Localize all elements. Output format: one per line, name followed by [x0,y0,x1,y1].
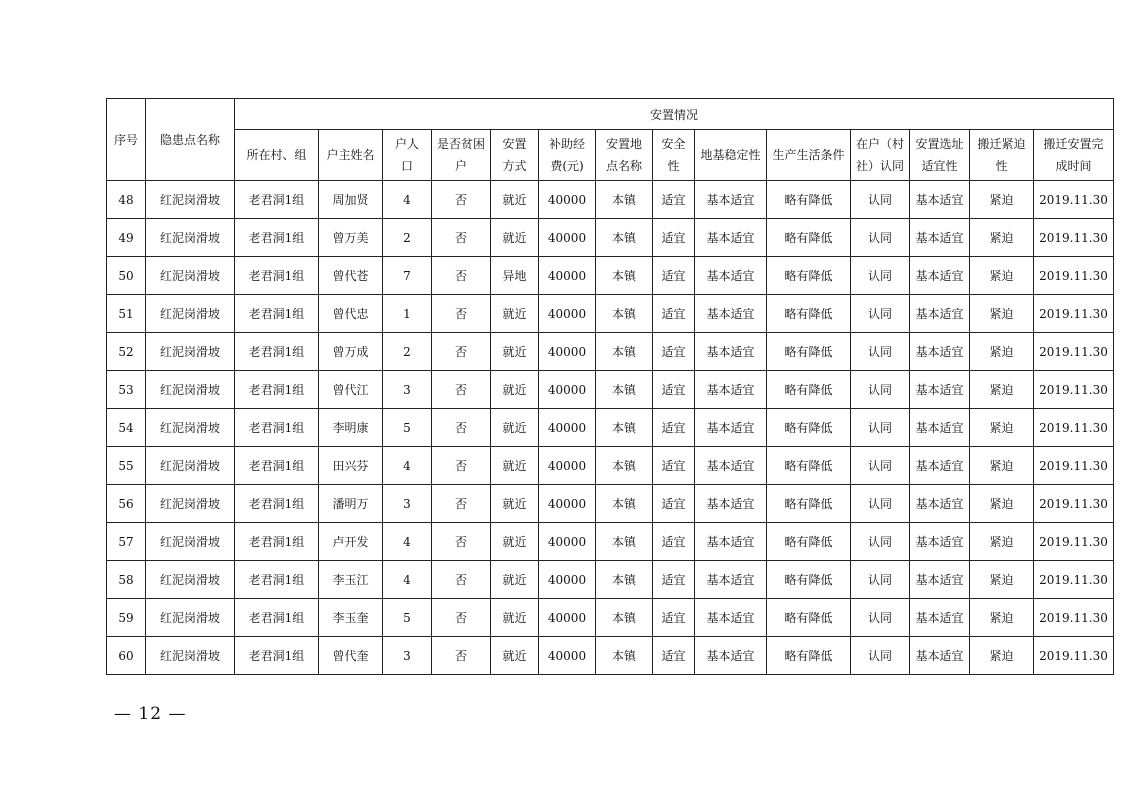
header-foundation-line: 地基稳定性 [700,148,761,162]
cell-foundation: 基本适宜 [695,485,767,523]
cell-method: 就近 [491,485,539,523]
header-village-line: 所在村、组 [246,148,307,162]
header-completion-line: 搬迁安置完 [1043,137,1104,151]
cell-living: 略有降低 [767,637,851,675]
cell-suitability: 基本适宜 [910,447,970,485]
cell-seq: 60 [107,637,146,675]
header-safety [653,130,695,181]
cell-approval: 认同 [851,333,910,371]
header-safety-line: 性 [667,159,680,173]
cell-site: 本镇 [596,637,653,675]
cell-completion: 2019.11.30 [1034,295,1114,333]
header-subsidy [539,130,596,181]
cell-poor: 否 [432,333,491,371]
cell-approval: 认同 [851,523,910,561]
cell-persons: 2 [383,333,432,371]
cell-site: 本镇 [596,181,653,219]
cell-persons: 5 [383,409,432,447]
cell-persons: 3 [383,485,432,523]
cell-seq: 50 [107,257,146,295]
cell-owner: 曾万美 [319,219,383,257]
header-resettlement-group: 安置情况 [235,99,1114,130]
cell-foundation: 基本适宜 [695,447,767,485]
cell-subsidy: 40000 [539,409,596,447]
cell-seq: 58 [107,561,146,599]
cell-foundation: 基本适宜 [695,257,767,295]
header-village [235,130,319,181]
cell-poor: 否 [432,485,491,523]
cell-persons: 1 [383,295,432,333]
cell-method: 就近 [491,637,539,675]
cell-safety: 适宜 [653,561,695,599]
cell-urgency: 紧迫 [970,295,1034,333]
cell-method: 就近 [491,219,539,257]
header-persons-line: 口 [400,159,413,173]
cell-subsidy: 40000 [539,257,596,295]
cell-suitability: 基本适宜 [910,333,970,371]
cell-foundation: 基本适宜 [695,409,767,447]
cell-name: 红泥岗滑坡 [146,485,235,523]
header-suitability [910,130,970,181]
header-hazard-name: 隐患点名称 [146,99,235,181]
cell-subsidy: 40000 [539,371,596,409]
table-row [107,637,1114,675]
cell-seq: 55 [107,447,146,485]
cell-foundation: 基本适宜 [695,523,767,561]
cell-seq: 59 [107,599,146,637]
cell-village: 老君洞1组 [235,599,319,637]
cell-poor: 否 [432,409,491,447]
cell-urgency: 紧迫 [970,371,1034,409]
cell-village: 老君洞1组 [235,409,319,447]
table-row [107,409,1114,447]
cell-poor: 否 [432,637,491,675]
cell-name: 红泥岗滑坡 [146,409,235,447]
cell-method: 就近 [491,295,539,333]
cell-approval: 认同 [851,447,910,485]
cell-site: 本镇 [596,333,653,371]
cell-subsidy: 40000 [539,485,596,523]
cell-village: 老君洞1组 [235,637,319,675]
cell-village: 老君洞1组 [235,295,319,333]
cell-safety: 适宜 [653,257,695,295]
cell-urgency: 紧迫 [970,485,1034,523]
cell-completion: 2019.11.30 [1034,447,1114,485]
cell-foundation: 基本适宜 [695,599,767,637]
cell-village: 老君洞1组 [235,371,319,409]
cell-persons: 7 [383,257,432,295]
cell-poor: 否 [432,523,491,561]
cell-approval: 认同 [851,409,910,447]
cell-persons: 4 [383,523,432,561]
cell-living: 略有降低 [767,219,851,257]
header-method-line: 安置 [502,137,527,151]
header-method [491,130,539,181]
header-subsidy-line: 补助经 [548,137,585,151]
cell-living: 略有降低 [767,257,851,295]
cell-urgency: 紧迫 [970,257,1034,295]
cell-village: 老君洞1组 [235,219,319,257]
cell-completion: 2019.11.30 [1034,409,1114,447]
cell-suitability: 基本适宜 [910,219,970,257]
cell-site: 本镇 [596,219,653,257]
cell-seq: 49 [107,219,146,257]
cell-owner: 曾万成 [319,333,383,371]
cell-urgency: 紧迫 [970,637,1034,675]
cell-persons: 4 [383,561,432,599]
cell-village: 老君洞1组 [235,257,319,295]
cell-completion: 2019.11.30 [1034,257,1114,295]
cell-village: 老君洞1组 [235,181,319,219]
cell-completion: 2019.11.30 [1034,485,1114,523]
cell-poor: 否 [432,561,491,599]
cell-completion: 2019.11.30 [1034,181,1114,219]
header-persons-line: 户人 [394,137,419,151]
cell-name: 红泥岗滑坡 [146,333,235,371]
cell-urgency: 紧迫 [970,219,1034,257]
cell-seq: 57 [107,523,146,561]
table-row [107,599,1114,637]
cell-approval: 认同 [851,371,910,409]
cell-suitability: 基本适宜 [910,599,970,637]
header-site-line: 点名称 [605,159,642,173]
cell-completion: 2019.11.30 [1034,561,1114,599]
cell-method: 就近 [491,561,539,599]
cell-safety: 适宜 [653,219,695,257]
table-row [107,181,1114,219]
header-living [767,130,851,181]
header-approval [851,130,910,181]
cell-poor: 否 [432,295,491,333]
cell-persons: 4 [383,181,432,219]
cell-safety: 适宜 [653,447,695,485]
cell-approval: 认同 [851,219,910,257]
cell-completion: 2019.11.30 [1034,333,1114,371]
cell-seq: 52 [107,333,146,371]
cell-method: 异地 [491,257,539,295]
header-foundation [695,130,767,181]
cell-owner: 曾代奎 [319,637,383,675]
header-living-line: 生产生活条件 [772,148,845,162]
cell-site: 本镇 [596,447,653,485]
cell-method: 就近 [491,409,539,447]
cell-suitability: 基本适宜 [910,257,970,295]
cell-owner: 李明康 [319,409,383,447]
cell-suitability: 基本适宜 [910,637,970,675]
cell-poor: 否 [432,371,491,409]
cell-urgency: 紧迫 [970,181,1034,219]
header-suitability-line: 安置选址 [915,137,964,151]
cell-safety: 适宜 [653,181,695,219]
header-safety-line: 安全 [661,137,686,151]
cell-foundation: 基本适宜 [695,561,767,599]
cell-village: 老君洞1组 [235,561,319,599]
cell-village: 老君洞1组 [235,333,319,371]
cell-safety: 适宜 [653,409,695,447]
cell-method: 就近 [491,523,539,561]
cell-name: 红泥岗滑坡 [146,447,235,485]
cell-village: 老君洞1组 [235,523,319,561]
cell-method: 就近 [491,599,539,637]
cell-approval: 认同 [851,599,910,637]
cell-approval: 认同 [851,181,910,219]
cell-site: 本镇 [596,523,653,561]
table-row [107,523,1114,561]
cell-living: 略有降低 [767,295,851,333]
cell-name: 红泥岗滑坡 [146,599,235,637]
cell-safety: 适宜 [653,333,695,371]
table-row [107,295,1114,333]
cell-method: 就近 [491,371,539,409]
cell-living: 略有降低 [767,181,851,219]
header-poor [432,130,491,181]
cell-living: 略有降低 [767,523,851,561]
header-site-line: 安置地 [605,137,642,151]
cell-name: 红泥岗滑坡 [146,561,235,599]
cell-name: 红泥岗滑坡 [146,257,235,295]
cell-owner: 潘明万 [319,485,383,523]
cell-suitability: 基本适宜 [910,181,970,219]
cell-name: 红泥岗滑坡 [146,219,235,257]
header-seq: 序号 [107,99,146,181]
cell-owner: 李玉奎 [319,599,383,637]
cell-living: 略有降低 [767,333,851,371]
cell-method: 就近 [491,447,539,485]
cell-completion: 2019.11.30 [1034,219,1114,257]
cell-persons: 3 [383,637,432,675]
cell-persons: 4 [383,447,432,485]
cell-safety: 适宜 [653,637,695,675]
cell-completion: 2019.11.30 [1034,371,1114,409]
header-approval-line: 社）认同 [855,159,904,173]
cell-persons: 2 [383,219,432,257]
cell-foundation: 基本适宜 [695,181,767,219]
cell-completion: 2019.11.30 [1034,523,1114,561]
cell-approval: 认同 [851,257,910,295]
header-completion [1034,130,1114,181]
cell-persons: 5 [383,599,432,637]
cell-owner: 卢开发 [319,523,383,561]
cell-living: 略有降低 [767,599,851,637]
cell-site: 本镇 [596,257,653,295]
cell-poor: 否 [432,447,491,485]
cell-subsidy: 40000 [539,599,596,637]
cell-poor: 否 [432,599,491,637]
cell-safety: 适宜 [653,371,695,409]
cell-name: 红泥岗滑坡 [146,295,235,333]
cell-seq: 56 [107,485,146,523]
cell-foundation: 基本适宜 [695,219,767,257]
cell-living: 略有降低 [767,485,851,523]
cell-seq: 48 [107,181,146,219]
header-urgency [970,130,1034,181]
cell-poor: 否 [432,257,491,295]
cell-subsidy: 40000 [539,295,596,333]
header-method-line: 方式 [502,159,527,173]
header-persons [383,130,432,181]
header-poor-line: 户 [454,159,467,173]
table-row [107,333,1114,371]
table-row [107,219,1114,257]
cell-living: 略有降低 [767,371,851,409]
cell-foundation: 基本适宜 [695,371,767,409]
cell-safety: 适宜 [653,485,695,523]
cell-owner: 曾代苍 [319,257,383,295]
table-row [107,485,1114,523]
cell-suitability: 基本适宜 [910,371,970,409]
header-approval-line: 在户（村 [855,137,904,151]
cell-poor: 否 [432,181,491,219]
cell-approval: 认同 [851,561,910,599]
cell-living: 略有降低 [767,447,851,485]
cell-suitability: 基本适宜 [910,485,970,523]
cell-safety: 适宜 [653,295,695,333]
cell-seq: 51 [107,295,146,333]
header-subsidy-line: 费(元) [550,159,584,173]
header-completion-line: 成时间 [1055,159,1092,173]
cell-name: 红泥岗滑坡 [146,181,235,219]
cell-safety: 适宜 [653,523,695,561]
cell-seq: 54 [107,409,146,447]
cell-foundation: 基本适宜 [695,637,767,675]
cell-subsidy: 40000 [539,219,596,257]
header-site [596,130,653,181]
cell-subsidy: 40000 [539,333,596,371]
cell-site: 本镇 [596,371,653,409]
header-suitability-line: 适宜性 [921,159,958,173]
cell-completion: 2019.11.30 [1034,599,1114,637]
cell-site: 本镇 [596,485,653,523]
cell-suitability: 基本适宜 [910,523,970,561]
cell-persons: 3 [383,371,432,409]
header-row-top [107,99,1114,130]
cell-owner: 田兴芬 [319,447,383,485]
cell-owner: 周加贤 [319,181,383,219]
cell-site: 本镇 [596,599,653,637]
cell-suitability: 基本适宜 [910,561,970,599]
header-owner-line: 户主姓名 [326,148,375,162]
table-row [107,371,1114,409]
cell-completion: 2019.11.30 [1034,637,1114,675]
cell-subsidy: 40000 [539,181,596,219]
cell-foundation: 基本适宜 [695,295,767,333]
cell-urgency: 紧迫 [970,599,1034,637]
cell-foundation: 基本适宜 [695,333,767,371]
table-row [107,257,1114,295]
header-poor-line: 是否贫困 [436,137,485,151]
cell-seq: 53 [107,371,146,409]
cell-living: 略有降低 [767,561,851,599]
cell-approval: 认同 [851,485,910,523]
cell-subsidy: 40000 [539,447,596,485]
cell-subsidy: 40000 [539,561,596,599]
table-body [107,181,1114,675]
header-urgency-line: 搬迁紧迫 [977,137,1026,151]
cell-site: 本镇 [596,409,653,447]
cell-suitability: 基本适宜 [910,295,970,333]
cell-name: 红泥岗滑坡 [146,637,235,675]
cell-subsidy: 40000 [539,637,596,675]
table-row [107,561,1114,599]
cell-name: 红泥岗滑坡 [146,523,235,561]
cell-subsidy: 40000 [539,523,596,561]
table-row [107,447,1114,485]
resettlement-table [106,98,1114,675]
cell-approval: 认同 [851,637,910,675]
cell-village: 老君洞1组 [235,485,319,523]
cell-site: 本镇 [596,295,653,333]
cell-urgency: 紧迫 [970,333,1034,371]
cell-living: 略有降低 [767,409,851,447]
cell-urgency: 紧迫 [970,447,1034,485]
header-urgency-line: 性 [995,159,1008,173]
cell-method: 就近 [491,181,539,219]
cell-owner: 曾代忠 [319,295,383,333]
cell-owner: 曾代江 [319,371,383,409]
cell-method: 就近 [491,333,539,371]
header-row-sub [107,130,1114,181]
cell-urgency: 紧迫 [970,523,1034,561]
header-owner [319,130,383,181]
cell-owner: 李玉江 [319,561,383,599]
cell-approval: 认同 [851,295,910,333]
cell-poor: 否 [432,219,491,257]
cell-name: 红泥岗滑坡 [146,371,235,409]
cell-site: 本镇 [596,561,653,599]
page-number: — 12 — [114,704,187,724]
cell-urgency: 紧迫 [970,409,1034,447]
cell-suitability: 基本适宜 [910,409,970,447]
cell-safety: 适宜 [653,599,695,637]
cell-urgency: 紧迫 [970,561,1034,599]
cell-village: 老君洞1组 [235,447,319,485]
